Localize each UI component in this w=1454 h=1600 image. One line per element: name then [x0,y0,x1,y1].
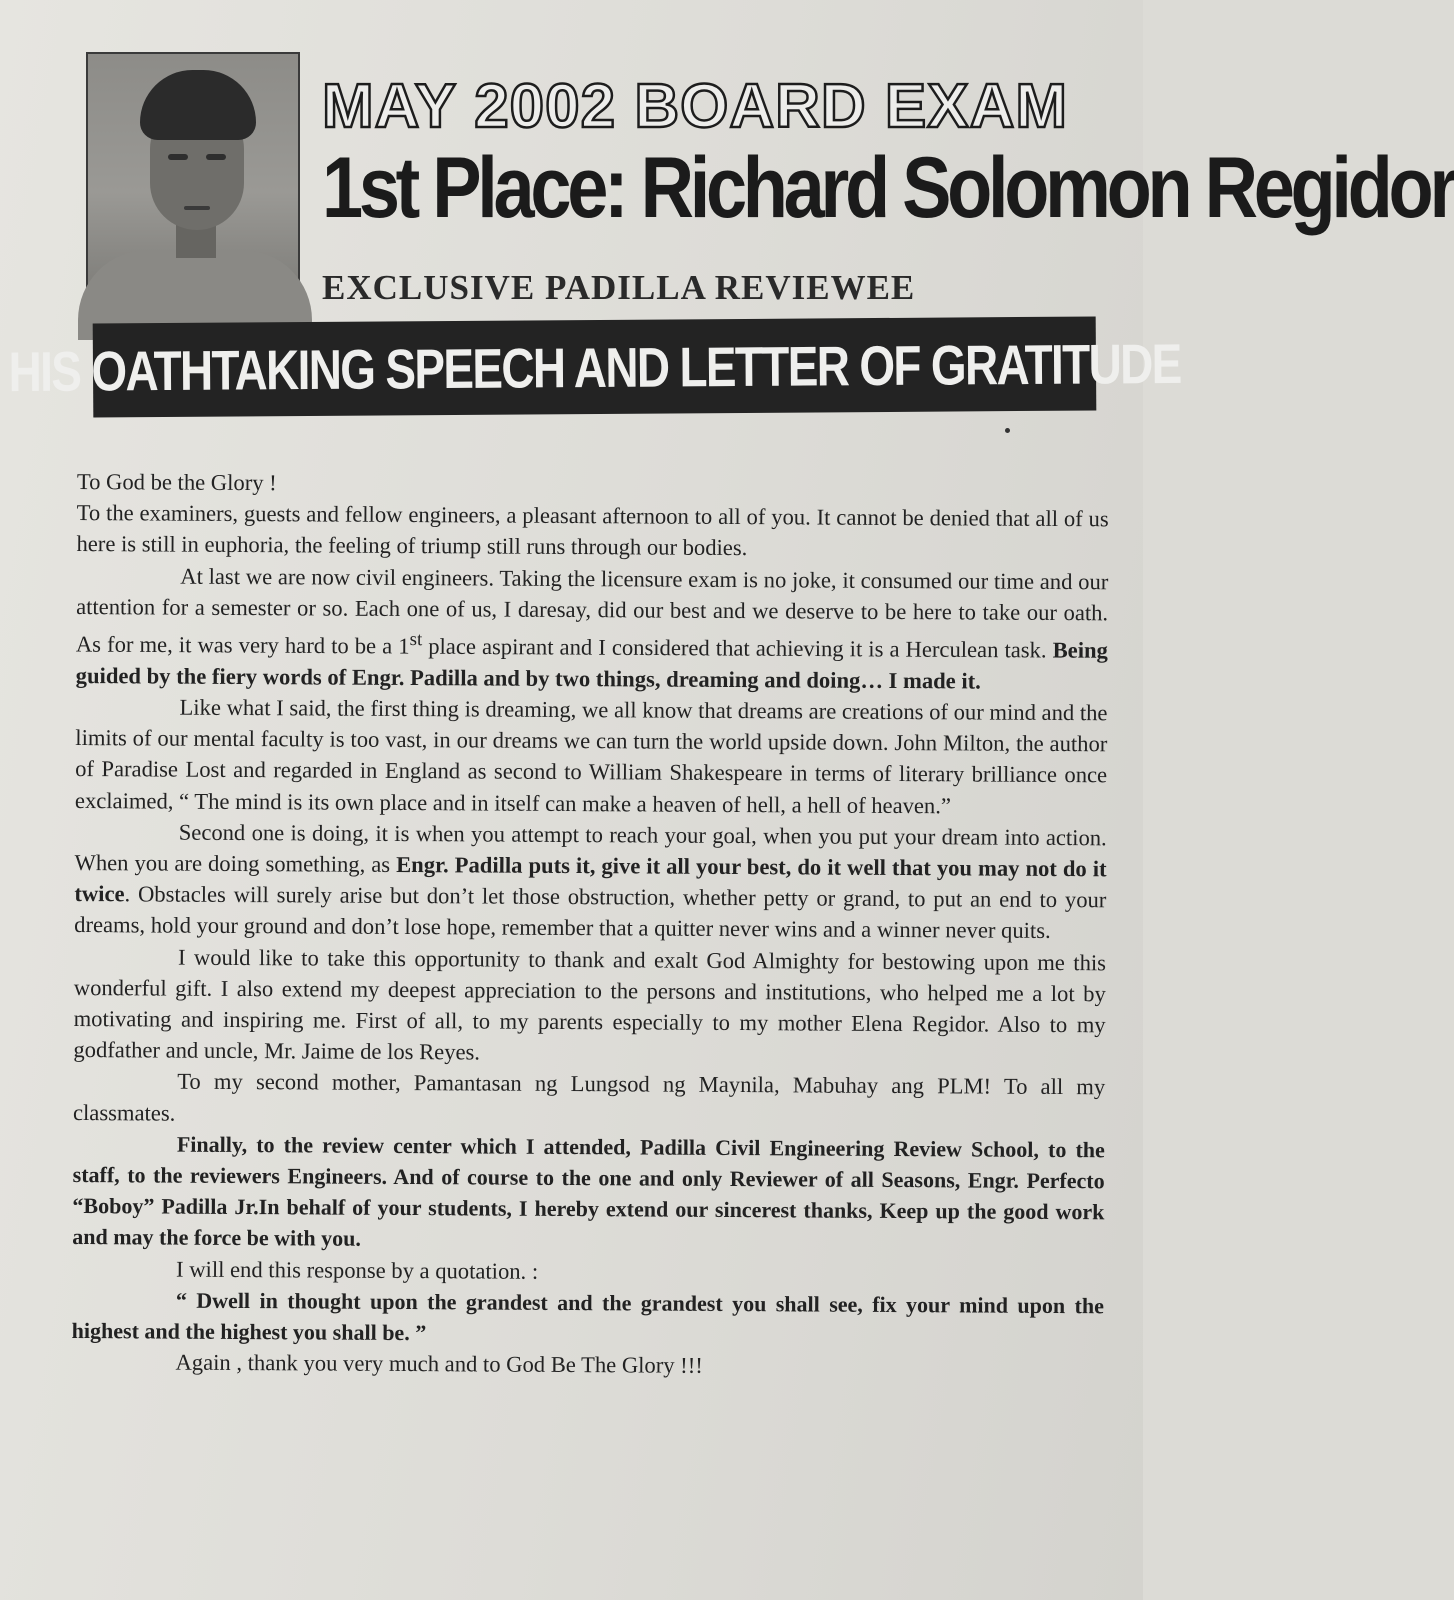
paragraph-2-bold: Being guided by the fiery words of Engr. Padilla and by two things, dreaming and doing… I made it. [75,637,1108,694]
paragraph-2-text-a: At last we are now civil engineers. Taking the licensure exam is no joke, it consumed our time and our attention for a semester or so. Each one of us, I daresay, did our best and we deserve to be here to take our oath. As for me, it was very hard to be a 1 [75,563,1109,659]
greeting-line: To God be the Glory ! [76,468,277,496]
portrait-photo [86,52,300,308]
paragraph-4-text-a: Second one is doing, it is when you attempt to reach your goal, when you put your dream into action. When you are doing something, as [74,819,1107,877]
speech-paragraph-8: I will end this response by a quotation. : [176,1256,539,1284]
banner-text: HIS OATHTAKING SPEECH AND LETTER OF GRATITUDE [8,331,1181,403]
photo-mouth [184,206,210,210]
winner-title: 1st Place: Richard Solomon Regidor [322,140,1454,236]
paragraph-4-bold: Engr. Padilla puts it, give it all your best, do it well that you may not do it twice [74,851,1107,907]
paragraph-4-text-b: . Obstacles will surely arise but don’t let those obstruction, whether petty or grand, to put an end to your dreams, hold your ground and don’t lose hope, remember that a quitter never wins and a winner never quits. [74,881,1107,944]
photo-left-eye [168,154,188,160]
speech-paragraph-1: To the examiners, guests and fellow engineers, a pleasant afternoon to all of you. It cannot be denied that all of us here is still in euphoria, the feeling of triump still runs through our bodies. [76,500,1109,561]
speech-paragraph-7: Finally, to the review center which I attended, Padilla Civil Engineering Review School, to the staff, to the reviewers Engineers. And of course to the one and only Reviewer of all Seasons, Engr. Perfecto “Boboy” Padilla Jr.In behalf of your students, I hereby extend our sincerest thanks, Keep up the good work and may the force be with you. [72,1131,1105,1252]
title-banner [8,317,1181,418]
closing-quotation: “ Dwell in thought upon the grandest and the grandest you shall see, fix your mind upon the highest and the highest you shall be. ” [71,1287,1104,1346]
paragraph-2-text-b: place aspirant and I considered that achieving it is a Herculean task. [422,633,1053,663]
closing-line: Again , thank you very much and to God Be The Glory !!! [175,1349,703,1379]
photo-hair [140,70,256,140]
ink-smudge [1005,428,1010,433]
speech-paragraph-2 [76,560,1109,698]
ordinal-suffix: st [409,629,423,651]
speech-paragraph-6: To my second mother, Pamantasan ng Lungsod ng Maynila, Mabuhay ang PLM! To all my classmates. [72,1069,1106,1126]
speech-paragraph-5: I would like to take this opportunity to thank and exalt God Almighty for bestowing upon me this wonderful gift. I also extend my deepest appreciation to the persons and institutions, who helped me a lot by motivating and inspiring me. First of all, to my parents especially to my mother Elena Regidor. Also to my godfather and uncle, Mr. Jaime de los Reyes. [73,944,1107,1065]
reviewee-subtitle: EXCLUSIVE PADILLA REVIEWEE [322,268,916,307]
speech-paragraph-4 [74,816,1107,947]
exam-headline: MAY 2002 BOARD EXAM [322,72,1069,141]
speech-body [71,466,1109,1384]
photo-right-eye [206,154,226,160]
speech-paragraph-3: Like what I said, the first thing is dreaming, we all know that dreams are creations of our mind and the limits of our mental faculty is too vast, in our dreams we can turn the world upside down. John Milton, the author of Paradise Lost and regarded in England as second to William Shakespeare in terms of literary brilliance once exclaimed, “ The mind is its own place and in itself can make a heaven of hell, a hell of heaven.” [74,694,1108,818]
